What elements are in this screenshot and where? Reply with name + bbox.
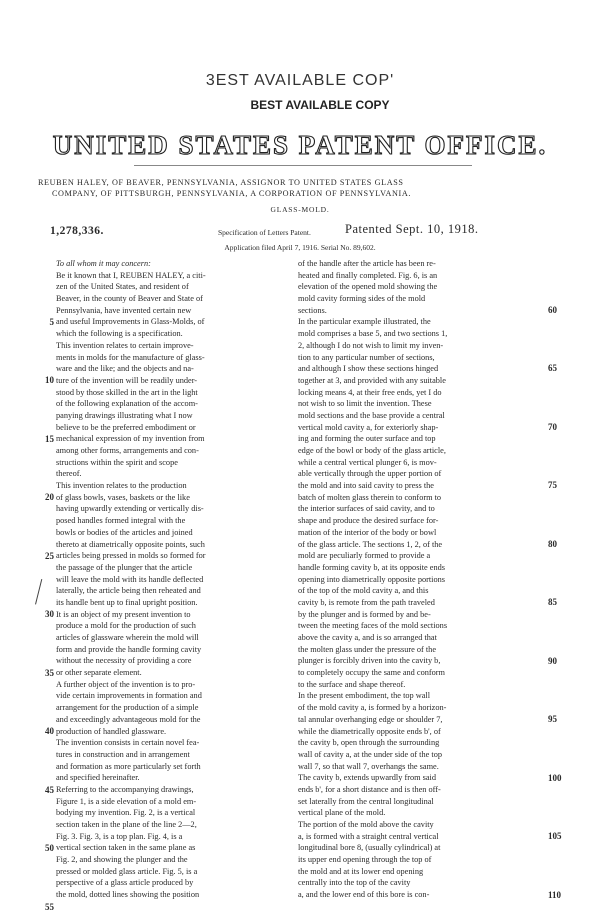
right-column-line: mold sections and the base provide a central	[298, 410, 445, 420]
right-column-line: a, is formed with a straight central vertical	[298, 831, 439, 841]
left-column-line: and useful Improvements in Glass-Molds, of	[56, 317, 205, 327]
left-text-column	[56, 258, 294, 901]
left-column-line: believe to be the preferred embodiment or	[56, 422, 196, 432]
invention-title: GLASS-MOLD.	[270, 205, 330, 214]
line-number: 15	[45, 433, 54, 444]
right-column-line: of the mold cavity a, is formed by a horizon-	[298, 703, 447, 713]
left-column-line: the passage of the plunger that the article	[56, 562, 193, 572]
right-column-line: mation of the interior of the body or bowl	[298, 527, 437, 537]
line-number: 10	[45, 375, 54, 385]
line-number: 20	[45, 492, 54, 502]
left-column-line: or other separate element.	[56, 668, 142, 678]
left-column-line: bodying my invention. Fig. 2, is a vertical	[56, 808, 196, 818]
right-column-line: In the present embodiment, the top wall	[298, 691, 431, 701]
right-column-line: the mold and into said cavity to press the	[298, 481, 434, 491]
right-column-line: while the diametrically opposite ends b', of	[298, 726, 441, 736]
left-column-line: posed handles formed integral with the	[56, 516, 186, 526]
left-column-line: stood by those skilled in the art in the light	[56, 387, 198, 397]
left-column-line: To all whom it may concern:	[56, 259, 151, 268]
right-column-line: In the particular example illustrated, the	[298, 317, 431, 327]
right-column-line: to completely occupy the same and conform	[298, 668, 445, 678]
left-column-line: Be it known that I, REUBEN HALEY, a citi-	[56, 270, 206, 280]
best-available-copy-stamp: BEST AVAILABLE COPY	[250, 98, 390, 112]
right-text-column	[298, 258, 536, 901]
line-number: 80	[548, 538, 557, 549]
left-column-line: vide certain improvements in formation and	[56, 691, 202, 701]
left-column-line: and exceedingly advantageous mold for the	[56, 714, 201, 724]
right-column-line: tween the meeting faces of the mold sections	[298, 621, 448, 631]
line-number: 100	[548, 772, 562, 783]
line-number: 95	[548, 714, 557, 725]
left-column-line: laterally, the article being then reheated and	[56, 586, 201, 596]
right-column-line: handle forming cavity b, at its opposite ends	[298, 562, 446, 572]
right-column-line: by the plunger and is formed by and be-	[298, 609, 431, 619]
left-column-line: bowls or bodies of the articles and joined	[56, 527, 193, 537]
line-number: 55	[45, 901, 54, 912]
left-column-line: A further object of the invention is to pro-	[56, 679, 196, 689]
heading-rule	[134, 165, 472, 166]
left-column-line: Referring to the accompanying drawings,	[56, 784, 194, 794]
left-column-line: Figure 1, is a side elevation of a mold em-	[56, 796, 197, 806]
left-column-line: having upwardly extending or vertically dis-	[56, 504, 204, 514]
line-number: 30	[45, 609, 54, 619]
right-column-line: ends b', for a short distance and is then off-	[298, 784, 441, 794]
left-column-line: Beaver, in the county of Beaver and State of	[56, 294, 203, 304]
left-column-line: ments in molds for the manufacture of glass-	[56, 352, 205, 362]
left-column-line: will leave the mold with its handle deflected	[56, 574, 204, 584]
left-column-line: Fig. 3. Fig. 3, is a top plan. Fig. 4, is a	[56, 831, 183, 841]
left-column-line: arrangement for the production of a simple	[56, 703, 199, 713]
line-number: 35	[45, 667, 54, 678]
left-column-line: zen of the United States, and resident of	[56, 282, 189, 292]
line-number: 90	[548, 655, 557, 666]
left-column-line: articles of glassware wherein the mold will	[56, 633, 199, 642]
best-available-copy-stamp-top: 3EST AVAILABLE COP'	[205, 72, 395, 89]
left-column-line: which the following is a specification.	[56, 329, 183, 339]
line-number: 70	[548, 421, 557, 432]
right-column-line: set laterally from the central longitudinal	[298, 796, 434, 806]
line-number: 75	[548, 480, 557, 491]
left-column-line: and formation as more particularly set forth	[56, 761, 201, 771]
left-column-line: section taken in the plane of the line 2—2,	[56, 820, 197, 829]
line-number: 105	[548, 831, 562, 842]
right-column-line: edge of the bowl or body of the glass article,	[298, 446, 446, 455]
right-column-line: while a central vertical plunger 6, is mov-	[298, 457, 437, 467]
right-column-line: cavity b, is remote from the path traveled	[298, 597, 435, 607]
right-column-line: the molten glass under the pressure of the	[298, 644, 437, 654]
left-column-line: perspective of a glass article produced by	[56, 878, 194, 888]
right-column-line: of the handle after the article has been re-	[298, 259, 436, 268]
right-column-line: mold comprises a base 5, and two sections 1,	[298, 329, 448, 339]
right-column-line: wall 7, so that wall 7, overhangs the same.	[298, 761, 439, 771]
left-column-line: vertical section taken in the same plane as	[56, 843, 196, 853]
inventor-line-2: COMPANY, OF PITTSBURGH, PENNSYLVANIA, A CORPORATION OF PENNSYLVANIA.	[52, 189, 412, 198]
line-number: 45	[45, 784, 54, 795]
inventor-line-1: REUBEN HALEY, OF BEAVER, PENNSYLVANIA, ASSIGNOR TO UNITED STATES GLASS	[38, 178, 404, 187]
right-column-line: locking means 4, at their free ends, yet I do	[298, 387, 442, 397]
right-column-line: not wish to so limit the invention. These	[298, 399, 432, 409]
right-column-line: to the surface and shape thereof.	[298, 679, 406, 689]
right-column-line: ing and forming the outer surface and top	[298, 434, 436, 444]
left-column-line: This invention relates to certain improve-	[56, 340, 194, 350]
line-number: 110	[548, 889, 562, 900]
margin-pen-mark	[35, 579, 52, 607]
right-column-line: wall of cavity a, at the under side of the top	[298, 749, 442, 759]
right-column-line: above the cavity a, and is so arranged that	[298, 633, 437, 642]
patented-date: Patented Sept. 10, 1918.	[345, 222, 479, 236]
left-column-line: This invention relates to the production	[56, 481, 187, 491]
line-number: 85	[548, 597, 557, 608]
right-column-line: the interior surfaces of said cavity, and to	[298, 504, 435, 514]
right-column-line: shape and produce the desired surface for-	[298, 516, 439, 526]
left-column-line: pressed or molded glass article. Fig. 5, is a	[56, 866, 198, 876]
right-column-line: able vertically through the upper portion of	[298, 469, 442, 479]
right-column-line: plunger is forcibly driven into the cavity b,	[298, 656, 441, 666]
right-column-line: The cavity b, extends upwardly from said	[298, 773, 437, 783]
office-heading: UNITED STATES PATENT OFFICE.	[52, 130, 548, 160]
left-column-line: of the following explanation of the accom-	[56, 399, 198, 409]
right-column-line: a, and the lower end of this bore is con-	[298, 890, 430, 900]
right-column-line: batch of molten glass therein to conform to	[298, 492, 442, 502]
line-number: 40	[45, 726, 54, 736]
right-column-line: elevation of the opened mold showing the	[298, 282, 438, 292]
right-column-line: the cavity b, open through the surrounding	[298, 738, 440, 748]
right-column-line: of the top of the mold cavity a, and this	[298, 586, 429, 596]
left-column-line: the mold, dotted lines showing the position	[56, 890, 200, 900]
right-column-line: together at 3, and provided with any suitable	[298, 375, 446, 385]
right-column-line: vertical plane of the mold.	[298, 808, 386, 818]
application-filed: Application filed April 7, 1916. Serial No. 89,602.	[224, 243, 376, 252]
left-column-line: production of handled glassware.	[56, 726, 167, 736]
left-column-line: panying drawings illustrating what I now	[56, 410, 193, 420]
right-column-line: sections.	[298, 305, 327, 315]
right-column-line: mold are peculiarly formed to provide a	[298, 551, 431, 561]
left-column-line: It is an object of my present invention to	[56, 609, 191, 619]
left-column-line: and specified hereinafter.	[56, 773, 140, 783]
left-column-line: among other forms, arrangements and con-	[56, 446, 199, 455]
right-column-line: The portion of the mold above the cavity	[298, 820, 434, 829]
left-column-line: structions within the spirit and scope	[56, 457, 178, 467]
left-column-line: form and provide the handle forming cavity	[56, 644, 202, 654]
line-number: 5	[49, 316, 54, 327]
left-column-line: of glass bowls, vases, baskets or the like	[56, 492, 190, 502]
inventor-block	[38, 177, 568, 199]
left-column-line: Fig. 2, and showing the plunger and the	[56, 855, 188, 865]
left-column-line: its handle bent up to final upright position.	[56, 597, 198, 607]
right-column-line: vertical mold cavity a, for exteriorly shap-	[298, 422, 439, 432]
right-column-line: the mold and at its lower end opening	[298, 866, 424, 876]
line-number: 50	[45, 843, 54, 853]
left-column-line: thereof.	[56, 469, 82, 479]
left-column-line: ture of the invention will be readily under-	[56, 375, 198, 385]
line-number: 65	[548, 363, 557, 374]
left-column-line: produce a mold for the production of such	[56, 621, 196, 631]
left-column-line: ware and the like; and the objects and na-	[56, 364, 194, 374]
right-column-line: tion to any particular number of sections,	[298, 352, 435, 362]
right-column-line: and although I show these sections hinged	[298, 364, 439, 374]
right-column-line: 2, although I do not wish to limit my inven-	[298, 340, 444, 350]
line-number: 25	[45, 550, 54, 561]
left-column-line: articles being pressed in molds so formed for	[56, 551, 206, 561]
right-column-line: centrally into the top of the cavity	[298, 878, 411, 888]
right-column-line: tal annular overhanging edge or shoulder 7,	[298, 714, 443, 724]
left-column-line: Pennsylvania, have invented certain new	[56, 305, 192, 315]
right-column-line: longitudinal bore 8, (usually cylindrical) at	[298, 843, 441, 853]
right-column-line: heated and finally completed. Fig. 6, is an	[298, 270, 438, 280]
right-column-line: of the glass article. The sections 1, 2, of the	[298, 539, 443, 549]
right-column-line: mold cavity forming sides of the mold	[298, 294, 426, 304]
left-column-line: tures in construction and in arrangement	[56, 749, 190, 759]
line-number: 60	[548, 304, 557, 315]
left-column-line: The invention consists in certain novel fea-	[56, 738, 200, 748]
left-column-line: mechanical expression of my invention from	[56, 434, 205, 444]
left-column-line: thereto at diametrically opposite points, such	[56, 539, 205, 549]
right-column-line: its upper end opening through the top of	[298, 855, 432, 865]
patent-number: 1,278,336.	[50, 225, 104, 237]
right-column-line: opening into diametrically opposite portions	[298, 574, 446, 584]
left-column-line: without the necessity of providing a core	[56, 656, 192, 666]
spec-label: Specification of Letters Patent.	[218, 228, 311, 237]
